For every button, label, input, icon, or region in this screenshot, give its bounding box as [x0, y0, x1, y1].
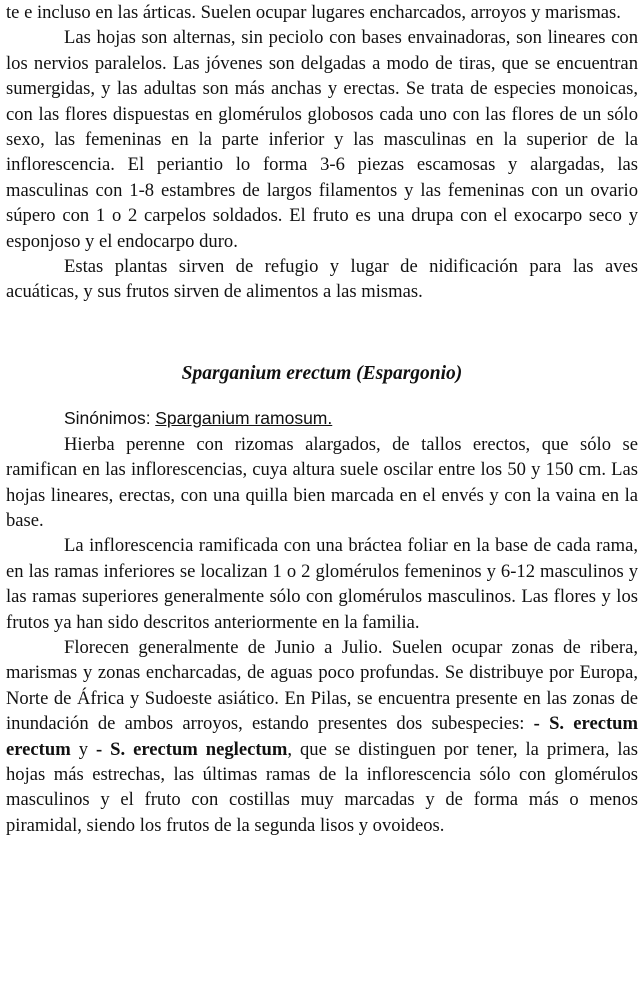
family-description-paragraph: Las hojas son alternas, sin peciolo con bases envainadoras, son lineares con los nervios paralelos. Las jóvenes son delgadas a modo de tiras, que se encuentran sumergidas, y las adultas son más anchas y erectas. Se trata de especies monoicas, con las flores dispuestas en glomérulos globosos cada uno con las flores de un sólo sexo, las femeninas en la parte inferior y las masculinas en la superior de la inflorescencia. El periantio lo forma 3-6 piezas escamosas y alargadas, las masculinas con 1-8 estambres de largos filamentos y las femeninas con un ovario súpero con 1 o 2 carpelos soldados. El fruto es una drupa con el exocarpo seco y esponjoso y el endocarpo duro. — [6, 27, 638, 252]
distribution-paragraph — [6, 635, 638, 838]
inflorescence-paragraph: La inflorescencia ramificada con una bráctea foliar en la base de cada rama, en las ramas inferiores se localizan 1 o 2 glomérulos femeninos y 6-12 masculinos y las ramas superiores generalmente sólo con glomérulos masculinos. Las flores y los frutos ya han sido descritos anteriormente en la familia. — [6, 535, 638, 633]
subspecies-neglectum: - S. erectum neglectum — [95, 738, 288, 760]
intro-continuation-paragraph: te e incluso en las árticas. Suelen ocupar lugares encharcados, arroyos y marismas. — [6, 2, 621, 23]
section-spacer — [6, 305, 638, 353]
distribution-text-part2: , que se distinguen por tener, la primera, las hojas más estrechas, las últimas ramas de la inflorescencia sólo con glomérulos masculinos y el fruto con costillas muy marcadas y de forma más o menos piramidal, siendo los frutos de la segunda lisos y ovoideos. — [6, 738, 638, 836]
species-description-paragraph: Hierba perenne con rizomas alargados, de tallos erectos, que sólo se ramifican en las inflorescencias, cuya altura suele oscilar entre los 50 y 150 cm. Las hojas lineares, erectas, con una quilla bien marcada en el envés y con la vaina en la base. — [6, 433, 638, 531]
species-heading: Sparganium erectum (Espargonio) — [181, 362, 463, 384]
subspecies-connector: y — [78, 738, 88, 760]
synonym-label: Sinónimos: — [64, 408, 151, 429]
subspecies-erectum: - S. erectum erectum — [6, 713, 638, 760]
family-ecology-paragraph: Estas plantas sirven de refugio y lugar de nidificación para las aves acuáticas, y sus frutos sirven de alimentos a las mismas. — [6, 256, 638, 303]
document-page — [6, 0, 638, 838]
distribution-text-part1: Florecen generalmente de Junio a Julio. Suelen ocupar zonas de ribera, marismas y zonas encharcadas, de aguas poco profundas. Se distribuye por Europa, Norte de África y Sudoeste asiático. En Pilas, se encuentra presente en las zonas de inundación de ambos arroyos, estando presentes dos subespecies: — [6, 636, 638, 735]
synonym-value: Sparganium ramosum. — [155, 408, 333, 429]
synonyms-line — [6, 406, 638, 431]
